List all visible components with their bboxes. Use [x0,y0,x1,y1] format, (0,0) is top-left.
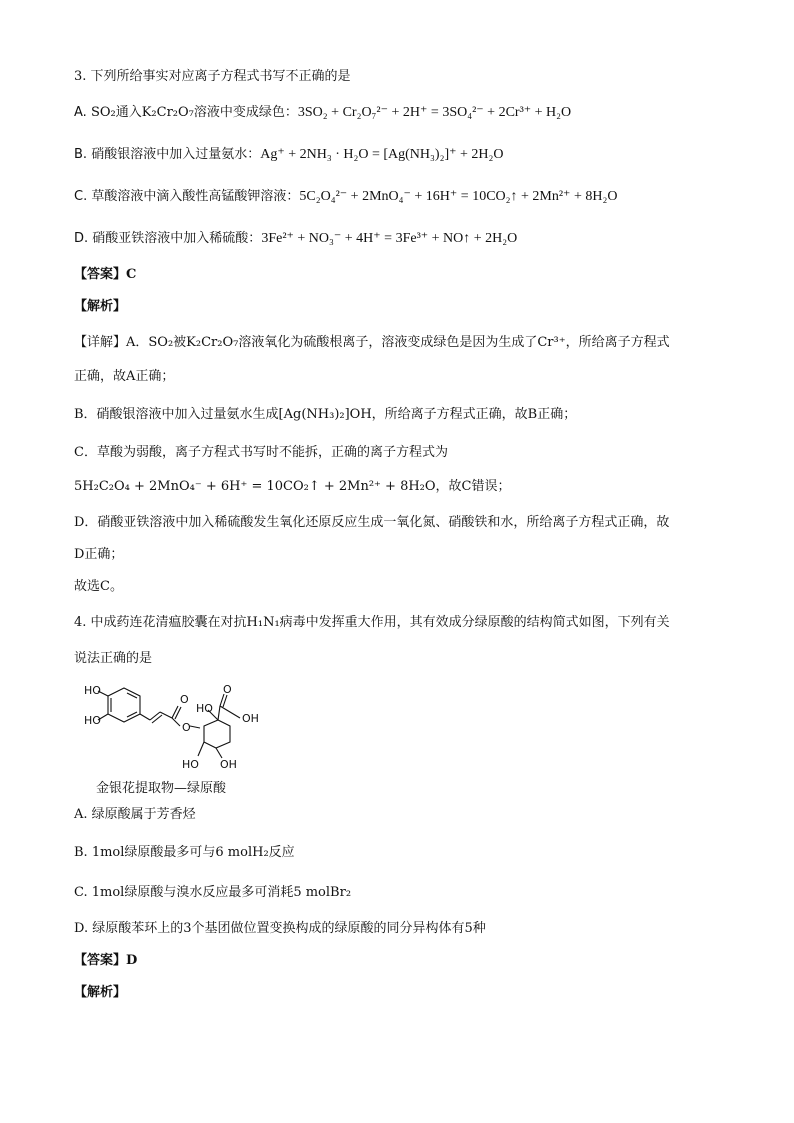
mol-label-ho3: HO [196,702,213,715]
equation: 3Fe²⁺ + NO₃⁻ + 4H⁺ = 3Fe³⁺ + NO↑ + 2H₂O [261,231,518,246]
q3-detail-a-line2: 正确，故A正确； [74,369,175,384]
q4-stem-line2: 说法正确的是 [74,651,153,666]
q3-detail-d-line2: D正确； [74,547,124,562]
q3-analysis-heading: 【解析】 [74,299,127,314]
mol-label-acid-oh: OH [242,712,259,725]
q3-option-b [74,146,504,164]
q4-option-d: D. 绿原酸苯环上的3个基团做位置变换构成的绿原酸的同分异构体有5种 [74,921,486,936]
q3-option-d [74,230,517,248]
option-label: B. [74,147,88,162]
q4-analysis-heading: 【解析】 [74,985,127,1000]
mol-label-ho2: HO [84,714,101,727]
q3-option-c [74,188,617,206]
q4-option-a: A. 绿原酸属于芳香烃 [74,807,196,822]
q3-conclusion: 故选C。 [74,579,123,594]
option-text: 硝酸亚铁溶液中加入稀硫酸： [92,231,262,246]
cyclohexane-ring [204,720,230,748]
option-label: C. [74,189,88,204]
equation: Ag⁺ + 2NH₃ · H₂O = [Ag(NH₃)₂]⁺ + 2H₂O [260,147,504,162]
q3-answer: 【答案】C [74,267,137,282]
equation: 3SO₂ + Cr₂O₇²⁻ + 2H⁺ = 3SO₄²⁻ + 2Cr³⁺ + H₂O [297,105,572,120]
q3-option-a [74,104,571,122]
q4-stem-line1: 4. 中成药连花清瘟胶囊在对抗H₁N₁病毒中发挥重大作用，其有效成分绿原酸的结构简式如图，下列有关 [74,615,670,630]
q4-answer: 【答案】D [74,953,138,968]
q4-option-b: B. 1mol绿原酸最多可与6 molH₂反应 [74,845,295,860]
option-label: D. [74,231,89,246]
q3-detail-d-line1: D．硝酸亚铁溶液中加入稀硫酸发生氧化还原反应生成一氧化氮、硝酸铁和水，所给离子方程式正确，故 [74,515,670,530]
mol-label-acid-o: O [223,683,232,696]
benzene-ring [108,688,140,722]
option-text: 硝酸银溶液中加入过量氨水： [91,147,261,162]
q3-stem: 3. 下列所给事实对应离子方程式书写不正确的是 [74,69,351,84]
q4-option-c: C. 1mol绿原酸与溴水反应最多可消耗5 molBr₂ [74,885,352,900]
mol-label-ho4: HO [182,758,199,771]
option-label: A. [74,105,87,120]
mol-label-ho1: HO [84,684,101,697]
mol-label-carbonyl-o: O [180,693,189,706]
mol-label-oh-bottom: OH [220,758,237,771]
structure-caption: 金银花提取物—绿原酸 [96,781,227,796]
q3-detail-a-line1: 【详解】A．SO₂被K₂Cr₂O₇溶液氧化为硫酸根离子，溶液变成绿色是因为生成了Cr³⁺，所给离子方程式 [74,335,670,350]
option-text: 草酸溶液中滴入酸性高锰酸钾溶液： [91,189,300,204]
option-text: SO₂通入K₂Cr₂O₇溶液中变成绿色： [90,105,298,120]
chlorogenic-acid-structure [84,682,294,774]
q3-detail-b: B．硝酸银溶液中加入过量氨水生成[Ag(NH₃)₂]OH，所给离子方程式正确，故B正确； [74,407,577,422]
q3-detail-c-line1: C．草酸为弱酸，离子方程式书写时不能拆，正确的离子方程式为 [74,445,448,460]
mol-label-ester-o: O [182,721,191,734]
equation: 5C₂O₄²⁻ + 2MnO₄⁻ + 16H⁺ = 10CO₂↑ + 2Mn²⁺ + 8H₂O [299,189,618,204]
q3-detail-c-line2: 5H₂C₂O₄ + 2MnO₄⁻ + 6H⁺ = 10CO₂↑ + 2Mn²⁺ + 8H₂O，故C错误； [74,479,511,494]
